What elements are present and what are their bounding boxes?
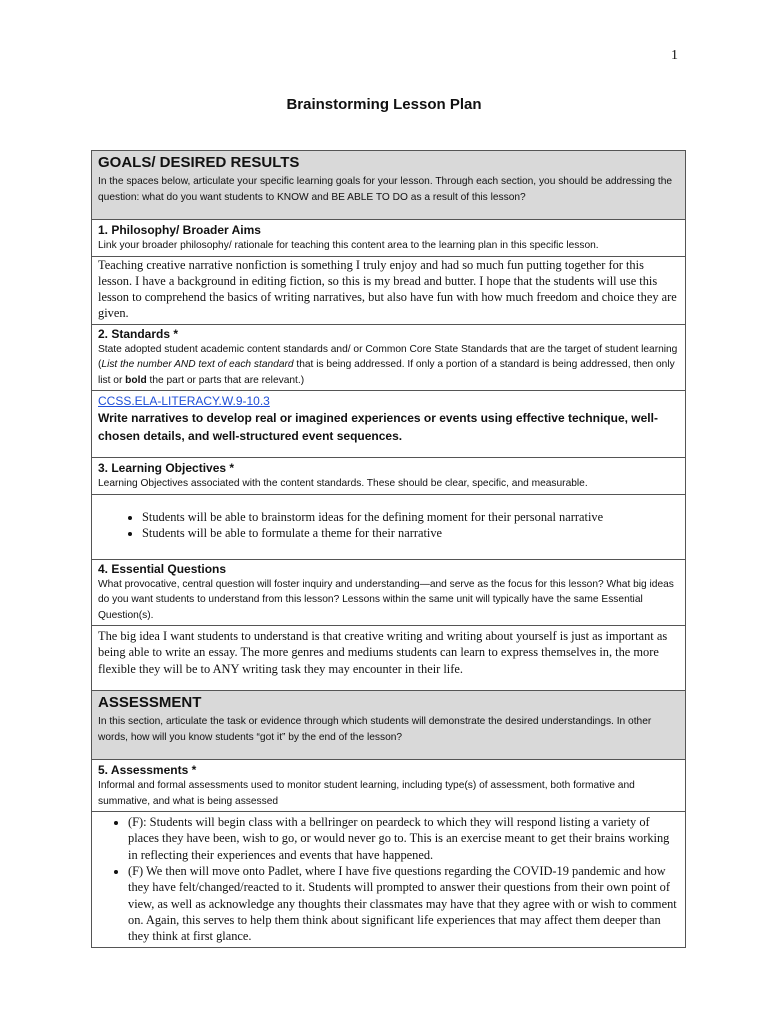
philosophy-answer: Teaching creative narrative nonfiction is something I truly enjoy and had so much fun putting together for this lesson. I have a background in editing fiction, so this is my bread and butter. I hope that the students will use this lesson to comprehend the basics of writing narratives, but also have fun with how much freedom and choice they are given.: [98, 257, 677, 321]
assessments-heading: 5. Assessments *: [98, 763, 197, 778]
list-item: • (F) We then will move onto Padlet, where I have five questions regarding the COVID-19 pandemic and how they have felt/changed/reacted to it. Students will prompted to answer their questions from their own point of view, as well as acknowledge any thoughts their classmates may have that they agree with or wish to comment on. Again, this serves to help them think about significant life experiences that may affect them deeper than they think at first glance.: [128, 863, 679, 944]
assessment-header-cell: [92, 691, 686, 760]
objectives-answer-cell: [92, 494, 686, 559]
objectives-list: [98, 509, 679, 542]
list-item: • (F): Students will begin class with a bellringer on peardeck to which they will respond listing a variety of places they have been, wish to go, or would never go to. This is an exercise meant to get their brains working in reflecting their experiences and events that have happened.: [128, 814, 679, 863]
standard-text: Write narratives to develop real or imagined experiences or events using effective technique, well-chosen details, and well-structured event sequences.: [98, 411, 658, 444]
questions-header-row: [92, 559, 686, 626]
assessment-row: [92, 691, 686, 760]
questions-answer: The big idea I want students to understand is that creative writing and writing about yourself is just as important as being able to write an essay. The more genres and mediums students can learn to express themselves in, the more flexible they will be to ANY writing task they may encounter in their life.: [98, 629, 668, 676]
standards-desc-italic: List the number AND text of each standard: [101, 359, 294, 371]
list-item: • Students will be able to formulate a theme for their narrative: [142, 525, 679, 541]
assessments-description: Informal and formal assessments used to monitor student learning, including type(s) of assessment, both formative and summative, and what is being assessed: [98, 780, 635, 807]
objectives-heading: 3. Learning Objectives *: [98, 461, 235, 476]
assessments-answer-row: [92, 812, 686, 947]
standards-answer-row: [92, 391, 686, 458]
assessments-list: [98, 814, 679, 944]
objectives-header-row: [92, 458, 686, 495]
philosophy-header-cell: [92, 220, 686, 257]
list-item: • Students will be able to brainstorm ideas for the defining moment for their personal narrative: [142, 509, 679, 525]
standards-heading: 2. Standards *: [98, 326, 179, 341]
goals-description: In the spaces below, articulate your specific learning goals for your lesson. Through each section, you should be addressing the question: what do you want students to KNOW and BE ABLE TO DO as a result of this lesson?: [98, 176, 673, 203]
document-title: Brainstorming Lesson Plan: [286, 96, 482, 113]
philosophy-answer-row: [92, 256, 686, 324]
philosophy-header-row: [92, 220, 686, 257]
standards-desc-part1: State adopted student academic content standards and/ or Common Core State Standards that are the target of student learning (: [98, 343, 678, 371]
page-number: 1: [671, 48, 678, 63]
questions-description: What provocative, central question will foster inquiry and understanding—and serve as the focus for this lesson? What big ideas do you want students to understand from this lesson? Lessons within the same unit will typically have the same Essential Question(s).: [98, 578, 674, 621]
assessment-heading: ASSESSMENT: [98, 694, 202, 712]
standards-header-cell: [92, 324, 686, 391]
goals-heading: GOALS/ DESIRED RESULTS: [98, 154, 300, 171]
questions-header-cell: [92, 559, 686, 626]
standards-desc-part3: the part or parts that are relevant.): [146, 374, 305, 386]
standard-link[interactable]: CCSS.ELA-LITERACY.W.9-10.3: [98, 394, 270, 409]
questions-heading: 4. Essential Questions: [98, 561, 227, 576]
goals-row: [92, 151, 686, 220]
questions-answer-cell: [92, 626, 686, 691]
objectives-description: Learning Objectives associated with the content standards. These should be clear, specific, and measurable.: [98, 478, 588, 490]
philosophy-heading: 1. Philosophy/ Broader Aims: [98, 223, 261, 237]
lesson-plan-table: [91, 150, 686, 948]
assessments-header-cell: [92, 760, 686, 812]
standards-description: [98, 342, 679, 389]
objectives-header-cell: [92, 458, 686, 495]
philosophy-answer-cell: [92, 256, 686, 324]
questions-answer-row: [92, 626, 686, 691]
standards-desc-part2: that is being addressed. If only a portion of a standard is being addressed, then only list or: [98, 359, 675, 386]
objectives-answer-row: [92, 494, 686, 559]
assessments-answer-cell: [92, 812, 686, 947]
philosophy-description: Link your broader philosophy/ rationale for teaching this content area to the learning plan in this specific lesson.: [98, 240, 599, 251]
standards-desc-bold: bold: [125, 374, 147, 386]
standards-header-row: [92, 324, 686, 391]
assessments-header-row: [92, 760, 686, 812]
assessment-description: In this section, articulate the task or evidence through which students will demonstrate the desired understandings. In other words, how will you know students “got it” by the end of the lesson?: [98, 716, 652, 743]
standards-answer-cell: [92, 391, 686, 458]
goals-header-cell: [92, 151, 686, 220]
